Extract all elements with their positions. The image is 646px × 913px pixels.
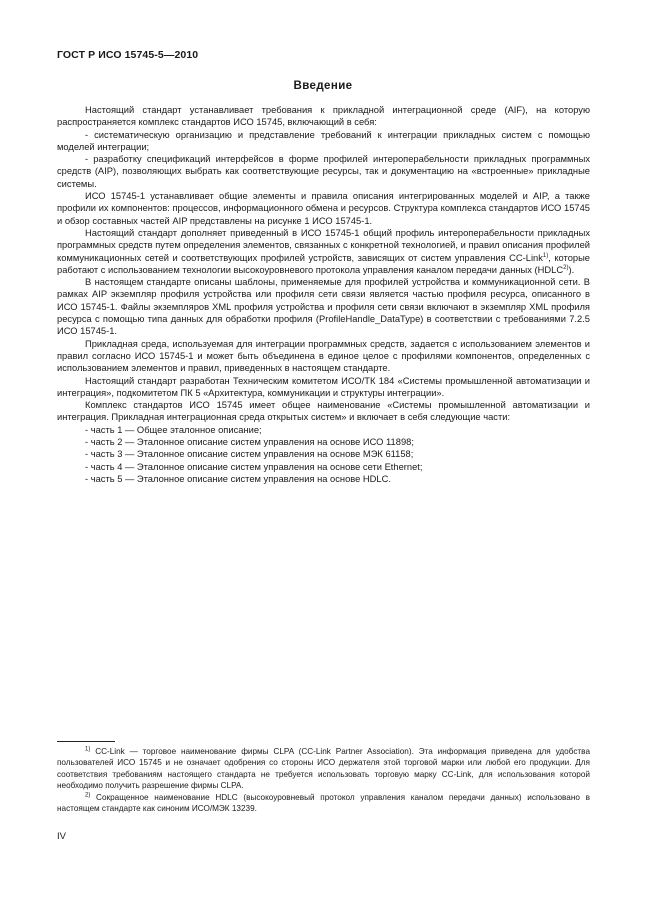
paragraph-7: Комплекс стандартов ИСО 15745 имеет общее наименование «Системы промышленной автоматизации и интеграция. Прикладная интеграционная среда открытых систем» и включает в себя следующие части: xyxy=(57,400,590,423)
footnote-divider xyxy=(57,741,115,742)
footnotes xyxy=(57,746,590,814)
footnote-ref-1: 1) xyxy=(542,252,549,259)
bullet-item-2: - разработку спецификаций интерфейсов в форме профилей интероперабельности прикладных программных средств (AIP), позволяющих выбрать как соответствующие ресурсы, так и документацию на «встроенные» прикладные системы. xyxy=(57,154,590,189)
paragraph-5: Прикладная среда, используемая для интеграции программных средств, задается с использованием элементов и правил согласно ИСО 15745-1 и может быть объединена в единое целое с профилями компонентов, определенных с использованием элементов и правил, приведенных в настоящем стандарте. xyxy=(57,338,590,374)
list-item: - часть 3 — Эталонное описание систем управления на основе МЭК 61158; xyxy=(85,449,414,460)
paragraph-3-text-a: Настоящий стандарт дополняет приведенный в ИСО 15745-1 общий профиль интероперабельности прикладных программных средств путем определения элементов, связанных с конкретной технологией, и правил описания профилей коммуникационных сетей и соответствующих профилей устройств, зависящих от систем управления CC-Link xyxy=(57,227,590,263)
footnote-mark-1: 1) xyxy=(85,746,91,753)
footnote-mark-2: 2) xyxy=(85,791,91,798)
paragraph-3 xyxy=(57,227,590,276)
list-item: - часть 5 — Эталонное описание систем управления на основе HDLC. xyxy=(85,473,391,484)
paragraph-4: В настоящем стандарте описаны шаблоны, применяемые для профилей устройства и коммуникационной сети. В рамках AIP экземпляр профиля устройства или профиля сети связи является частью профиля ресурса, описанного в ИСО 15745-1. Файлы экземпляров XML профиля устройства и профиля сети связи включают в экземпляр XML профиля ресурса с помощью типа данных для обработки профиля (ProfileHandle_DataType) в соответствии с требованиями 7.2.5 ИСО 15745-1. xyxy=(57,277,590,337)
document-header: ГОСТ Р ИСО 15745-5—2010 xyxy=(57,49,199,61)
paragraph-3-text-b: , которые работают с использованием технологии высокоуровневого протокола управления каналом передачи данных (HDLC xyxy=(57,252,590,275)
list-item: - часть 1 — Общее эталонное описание; xyxy=(85,424,262,435)
footnote-1-text: CC-Link — торговое наименование фирмы CLPA (CC-Link Partner Association). Эта информация приведена для удобства пользователей ИСО 15745 и не означает одобрения со стороны ИСО держателя этой торговой марки или любой его продукции. Для соответствия требованиям настоящего стандарта не требуется использовать торговую марку CC-Link, для использования которой необходимо получить разрешение фирмы CLPA. xyxy=(57,747,590,791)
footnote-2 xyxy=(57,792,590,815)
section-title: Введение xyxy=(293,80,353,92)
list-item: - часть 4 — Эталонное описание систем управления на основе сети Ethernet; xyxy=(85,461,423,472)
footnote-1 xyxy=(57,746,590,792)
page-number: IV xyxy=(57,831,66,842)
paragraph-3-text-c: ). xyxy=(568,264,575,275)
footnote-2-text: Сокращенное наименование HDLC (высокоуровневый протокол управления каналом передачи данных) использовано в настоящем стандарте как синоним ИСО/МЭК 13239. xyxy=(57,792,590,814)
list-item: - часть 2 — Эталонное описание систем управления на основе ИСО 11898; xyxy=(85,437,414,448)
paragraph-1: Настоящий стандарт устанавливает требования к прикладной интеграционной среде (AIF), на которую распространяется комплекс стандартов ИСО 15745, включающий в себя: xyxy=(57,105,590,128)
footnote-ref-2: 2) xyxy=(563,264,569,271)
paragraph-2: ИСО 15745-1 устанавливает общие элементы и правила описания интегрированных моделей и AIP, а также профили их компонентов: процессов, информационного обмена и ресурсов. Структура комплекса стандартов ИСО 15745 и обзор составных частей AIP представлены на рисунке 1 ИСО 15745-1. xyxy=(57,191,590,226)
bullet-item-1: - систематическую организацию и представление требований к интеграции прикладных систем с помощью моделей интеграции; xyxy=(57,129,590,152)
paragraph-6: Настоящий стандарт разработан Техническим комитетом ИСО/ТК 184 «Системы промышленной автоматизации и интеграция», подкомитетом ПК 5 «Архитектура, коммуникации и структуры интеграции». xyxy=(57,375,590,398)
introduction-body xyxy=(57,104,590,485)
